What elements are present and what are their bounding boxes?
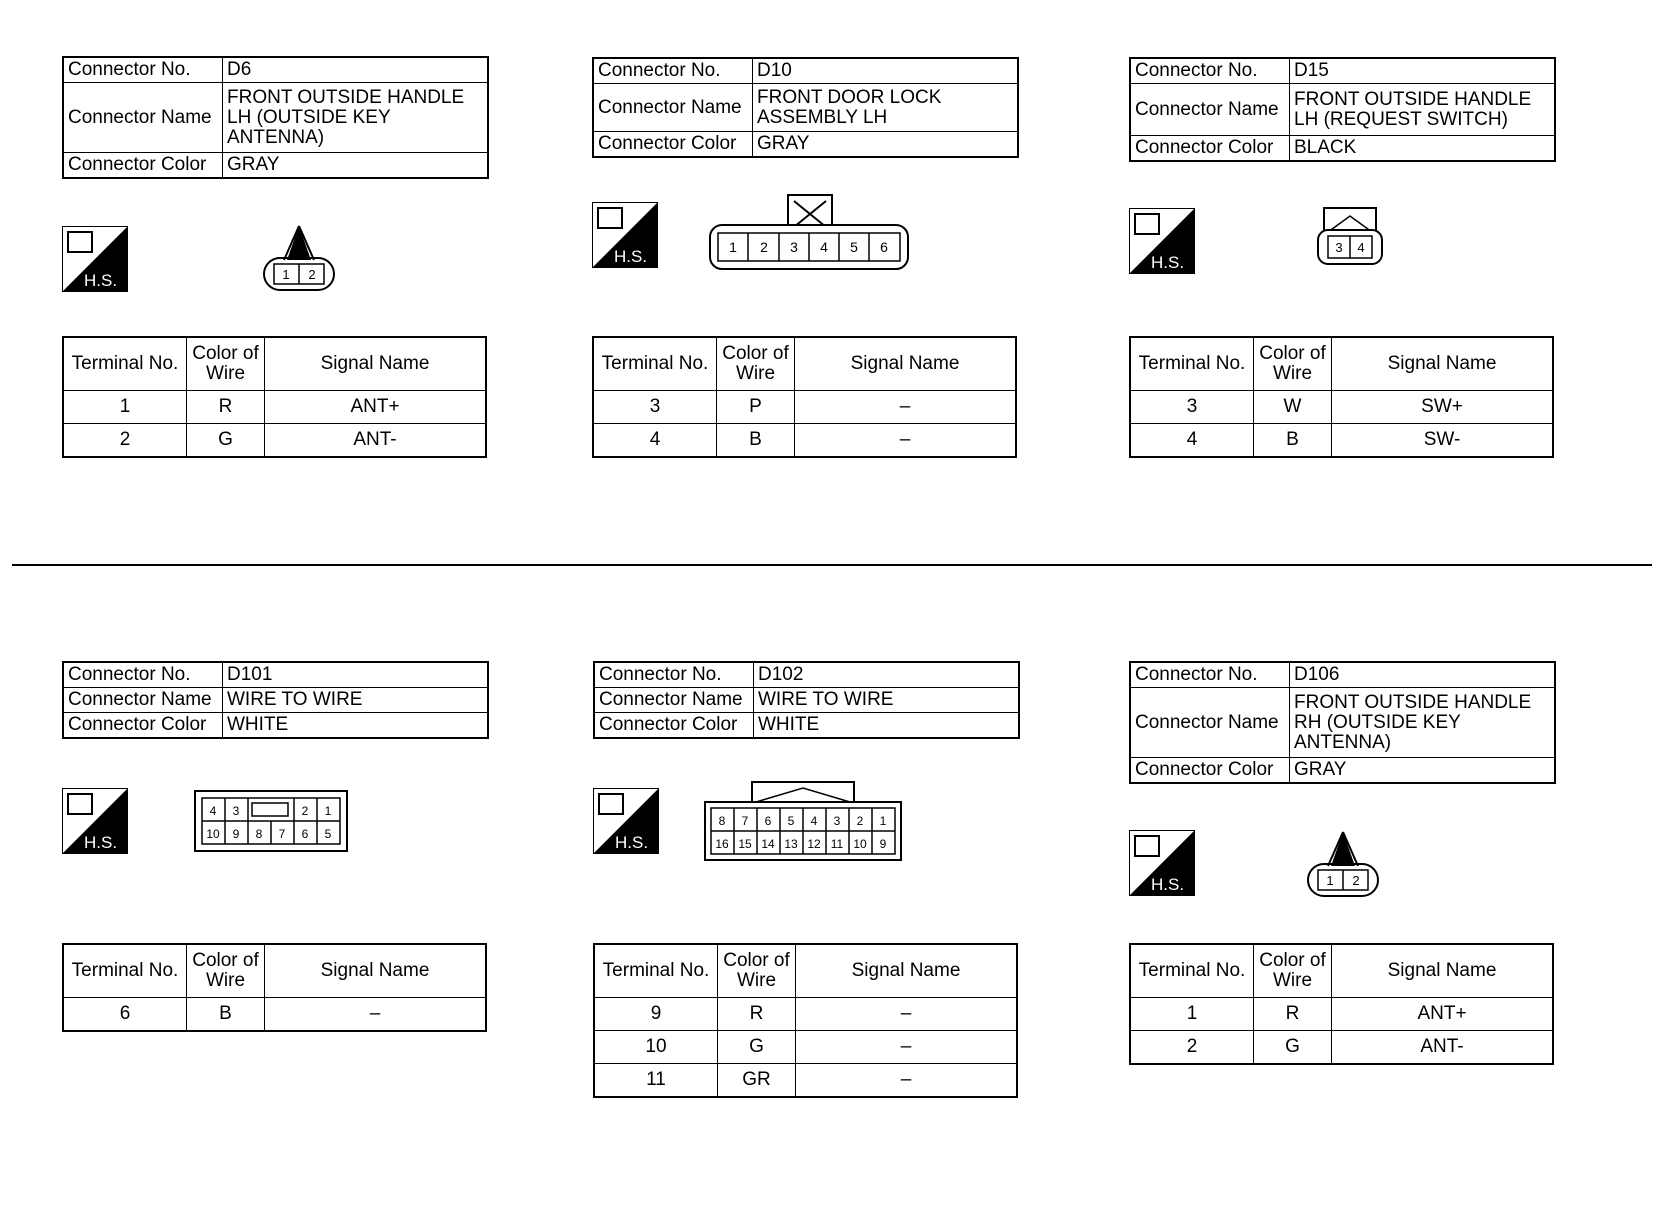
terminal-table-d6 [62,336,487,458]
pin-label: 5 [850,239,858,255]
pin-label: 4 [820,239,828,255]
pin-label: 2 [308,267,316,282]
hs-label: H.S. [84,833,118,852]
pin-label: 2 [760,239,768,255]
terminal-table-d101 [62,943,487,1032]
connector-face-d15 [1316,206,1384,268]
hs-icon [62,788,128,854]
hs-icon [592,202,658,268]
connector-block-d15 [1129,57,1559,162]
pin-label: 2 [301,804,309,818]
header-signal-name: Signal Name [1332,944,1554,998]
connector-info-table [62,661,489,739]
connector-name-value: FRONT OUTSIDE HANDLE LH (OUTSIDE KEY ANTENNA) [223,83,489,153]
pin-label: 8 [718,814,726,828]
label-connector-no: Connector No. [63,57,223,83]
connector-color-value: GRAY [1290,758,1556,784]
pin-label: 1 [1326,873,1334,888]
section-divider [12,564,1652,566]
connector-no-value: D6 [223,57,489,83]
header-color-of-wire: Color of Wire [1254,944,1332,998]
cell-terminal: 1 [63,391,187,424]
connector-no-value: D101 [223,662,489,688]
pin-label: 9 [232,827,240,841]
table-row [594,1031,1017,1064]
cell-wire: G [718,1031,796,1064]
pin-label: 8 [255,827,263,841]
connector-color-value: WHITE [754,713,1020,739]
label-connector-name: Connector Name [1130,84,1290,136]
pin-label: 1 [879,814,887,828]
hs-label: H.S. [614,247,648,266]
header-color-of-wire: Color of Wire [187,944,265,998]
label-connector-color: Connector Color [593,132,753,158]
header-terminal-no: Terminal No. [63,944,187,998]
connector-color-value: GRAY [223,153,489,179]
cell-terminal: 6 [63,998,187,1032]
connector-info-table [593,661,1020,739]
label-connector-name: Connector Name [593,84,753,132]
cell-wire: B [1254,424,1332,458]
pin-label: 1 [729,239,737,255]
connector-face-d106 [1306,830,1380,900]
table-row [63,391,486,424]
cell-signal: ANT- [1332,1031,1554,1065]
pin-label: 10 [853,837,867,851]
header-signal-name: Signal Name [1332,337,1554,391]
cell-wire: G [1254,1031,1332,1065]
table-row [1130,391,1553,424]
pin-label: 10 [206,827,220,841]
pin-label: 3 [1335,240,1343,255]
connector-block-d102 [593,661,1023,739]
pin-label: 9 [879,837,887,851]
connector-block-d101 [62,661,492,739]
cell-signal: – [796,998,1018,1031]
hs-label: H.S. [615,833,649,852]
connector-face-d102 [704,780,902,862]
hs-label: H.S. [1151,253,1185,272]
connector-block-d6 [62,56,492,179]
table-row [593,391,1016,424]
cell-signal: ANT- [265,424,487,458]
cell-wire: B [187,998,265,1032]
label-connector-name: Connector Name [63,83,223,153]
header-terminal-no: Terminal No. [1130,337,1254,391]
cell-terminal: 3 [593,391,717,424]
connector-info-table [62,56,489,179]
connector-no-value: D15 [1290,58,1556,84]
terminal-table-d10 [592,336,1017,458]
cell-signal: ANT+ [1332,998,1554,1031]
connector-face-d6 [262,224,336,294]
pin-label: 3 [790,239,798,255]
connector-no-value: D102 [754,662,1020,688]
pin-label: 6 [880,239,888,255]
label-connector-no: Connector No. [1130,662,1290,688]
terminal-table-d106 [1129,943,1554,1065]
cell-terminal: 4 [1130,424,1254,458]
header-signal-name: Signal Name [796,944,1018,998]
hs-label: H.S. [1151,875,1185,894]
pin-label: 13 [784,837,798,851]
terminal-table-d15 [1129,336,1554,458]
pin-label: 11 [830,837,844,851]
cell-terminal: 4 [593,424,717,458]
cell-terminal: 2 [1130,1031,1254,1065]
hs-icon [62,226,128,292]
connector-color-value: WHITE [223,713,489,739]
cell-signal: – [795,391,1017,424]
connector-info-table [1129,661,1556,784]
pin-label: 16 [715,837,729,851]
hs-icon [593,788,659,854]
pin-label: 1 [282,267,290,282]
hs-icon [1129,830,1195,896]
pin-label: 5 [324,827,332,841]
pin-label: 3 [833,814,841,828]
cell-wire: P [717,391,795,424]
cell-signal: – [796,1031,1018,1064]
cell-signal: – [265,998,487,1032]
header-color-of-wire: Color of Wire [718,944,796,998]
connector-block-d106 [1129,661,1559,784]
cell-terminal: 11 [594,1064,718,1098]
cell-wire: R [187,391,265,424]
cell-wire: GR [718,1064,796,1098]
label-connector-color: Connector Color [63,713,223,739]
connector-info-table [1129,57,1556,162]
label-connector-color: Connector Color [63,153,223,179]
label-connector-no: Connector No. [593,58,753,84]
cell-terminal: 9 [594,998,718,1031]
connector-name-value: FRONT OUTSIDE HANDLE LH (REQUEST SWITCH) [1290,84,1556,136]
header-color-of-wire: Color of Wire [1254,337,1332,391]
connector-face-d10 [708,193,910,273]
cell-wire: R [718,998,796,1031]
pin-label: 3 [232,804,240,818]
cell-terminal: 3 [1130,391,1254,424]
header-color-of-wire: Color of Wire [187,337,265,391]
label-connector-color: Connector Color [1130,136,1290,162]
cell-wire: B [717,424,795,458]
header-signal-name: Signal Name [795,337,1017,391]
pin-label: 5 [787,814,795,828]
cell-terminal: 10 [594,1031,718,1064]
label-connector-color: Connector Color [1130,758,1290,784]
table-row [1130,1031,1553,1065]
table-row [594,1064,1017,1098]
cell-wire: W [1254,391,1332,424]
cell-wire: G [187,424,265,458]
header-terminal-no: Terminal No. [593,337,717,391]
connector-name-value: FRONT DOOR LOCK ASSEMBLY LH [753,84,1019,132]
pin-label: 7 [278,827,286,841]
cell-wire: R [1254,998,1332,1031]
connector-name-value: WIRE TO WIRE [754,688,1020,713]
table-row [63,424,486,458]
table-row [594,998,1017,1031]
pin-label: 7 [741,814,749,828]
header-signal-name: Signal Name [265,337,487,391]
pin-label: 4 [810,814,818,828]
pin-label: 14 [761,837,775,851]
table-row [593,424,1016,458]
label-connector-no: Connector No. [1130,58,1290,84]
label-connector-no: Connector No. [63,662,223,688]
header-signal-name: Signal Name [265,944,487,998]
table-row [63,998,486,1032]
pin-label: 12 [807,837,821,851]
cell-signal: ANT+ [265,391,487,424]
pin-label: 2 [856,814,864,828]
connector-face-d101 [194,790,348,852]
connector-name-value: WIRE TO WIRE [223,688,489,713]
cell-signal: SW+ [1332,391,1554,424]
pin-label: 4 [1357,240,1365,255]
pin-label: 6 [764,814,772,828]
header-terminal-no: Terminal No. [594,944,718,998]
table-row [1130,424,1553,458]
cell-terminal: 1 [1130,998,1254,1031]
label-connector-name: Connector Name [1130,688,1290,758]
connector-name-value: FRONT OUTSIDE HANDLE RH (OUTSIDE KEY ANTENNA) [1290,688,1556,758]
table-row [1130,998,1553,1031]
cell-signal: – [796,1064,1018,1098]
header-color-of-wire: Color of Wire [717,337,795,391]
pin-label: 2 [1352,873,1360,888]
pin-label: 1 [324,804,332,818]
cell-signal: SW- [1332,424,1554,458]
cell-signal: – [795,424,1017,458]
label-connector-name: Connector Name [63,688,223,713]
connector-color-value: GRAY [753,132,1019,158]
pin-label: 6 [301,827,309,841]
label-connector-color: Connector Color [594,713,754,739]
connector-block-d10 [592,57,1022,158]
header-terminal-no: Terminal No. [1130,944,1254,998]
cell-terminal: 2 [63,424,187,458]
pin-label: 15 [738,837,752,851]
connector-no-value: D106 [1290,662,1556,688]
hs-icon [1129,208,1195,274]
label-connector-no: Connector No. [594,662,754,688]
hs-label: H.S. [84,271,118,290]
pin-label: 4 [209,804,217,818]
terminal-table-d102 [593,943,1018,1098]
connector-color-value: BLACK [1290,136,1556,162]
connector-info-table [592,57,1019,158]
label-connector-name: Connector Name [594,688,754,713]
connector-no-value: D10 [753,58,1019,84]
header-terminal-no: Terminal No. [63,337,187,391]
